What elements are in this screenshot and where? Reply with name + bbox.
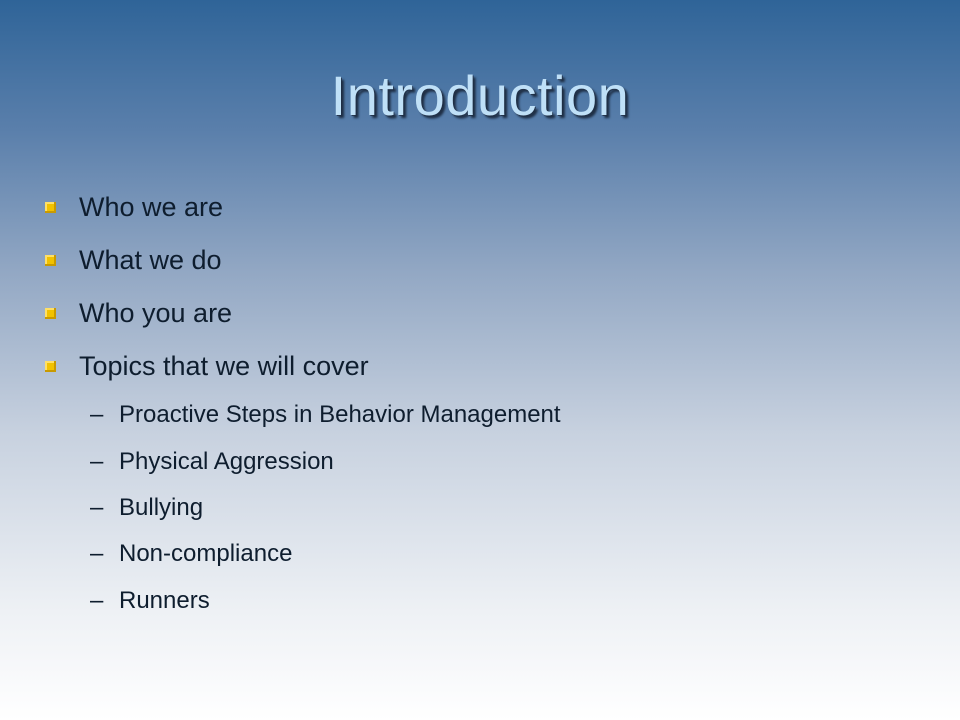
dash-marker: – [90, 401, 104, 428]
slide-title: Introduction [330, 64, 630, 127]
bullet-text: Topics that we will cover [79, 351, 369, 381]
square-bullet-icon [45, 361, 56, 372]
sub-bullet-item-physical-aggression [0, 447, 900, 481]
dash-marker: – [90, 587, 104, 614]
sub-bullet-item-runners [0, 586, 900, 620]
bullet-item-topics [0, 349, 900, 389]
dash-marker: – [90, 448, 104, 475]
square-bullet-icon [45, 255, 56, 266]
square-bullet-icon [45, 308, 56, 319]
bullet-text: Who we are [79, 192, 224, 222]
square-bullet-icon [45, 202, 56, 213]
bullet-text: Who you are [79, 298, 233, 328]
sub-bullet-item-proactive-steps [0, 400, 900, 434]
bullet-item-who-you-are [0, 296, 900, 336]
bullet-text: What we do [79, 245, 222, 275]
sub-bullet-text: Bullying [119, 494, 204, 521]
sub-bullet-item-non-compliance [0, 539, 900, 573]
dash-marker: – [90, 494, 104, 521]
sub-bullet-item-bullying [0, 493, 900, 527]
sub-bullet-text: Runners [119, 587, 210, 614]
bullet-item-who-we-are [0, 190, 900, 230]
sub-bullet-text: Proactive Steps in Behavior Management [119, 401, 561, 428]
dash-marker: – [90, 540, 104, 567]
sub-bullet-text: Non-compliance [119, 540, 293, 567]
sub-bullet-text: Physical Aggression [119, 448, 334, 475]
bullet-item-what-we-do [0, 243, 900, 283]
